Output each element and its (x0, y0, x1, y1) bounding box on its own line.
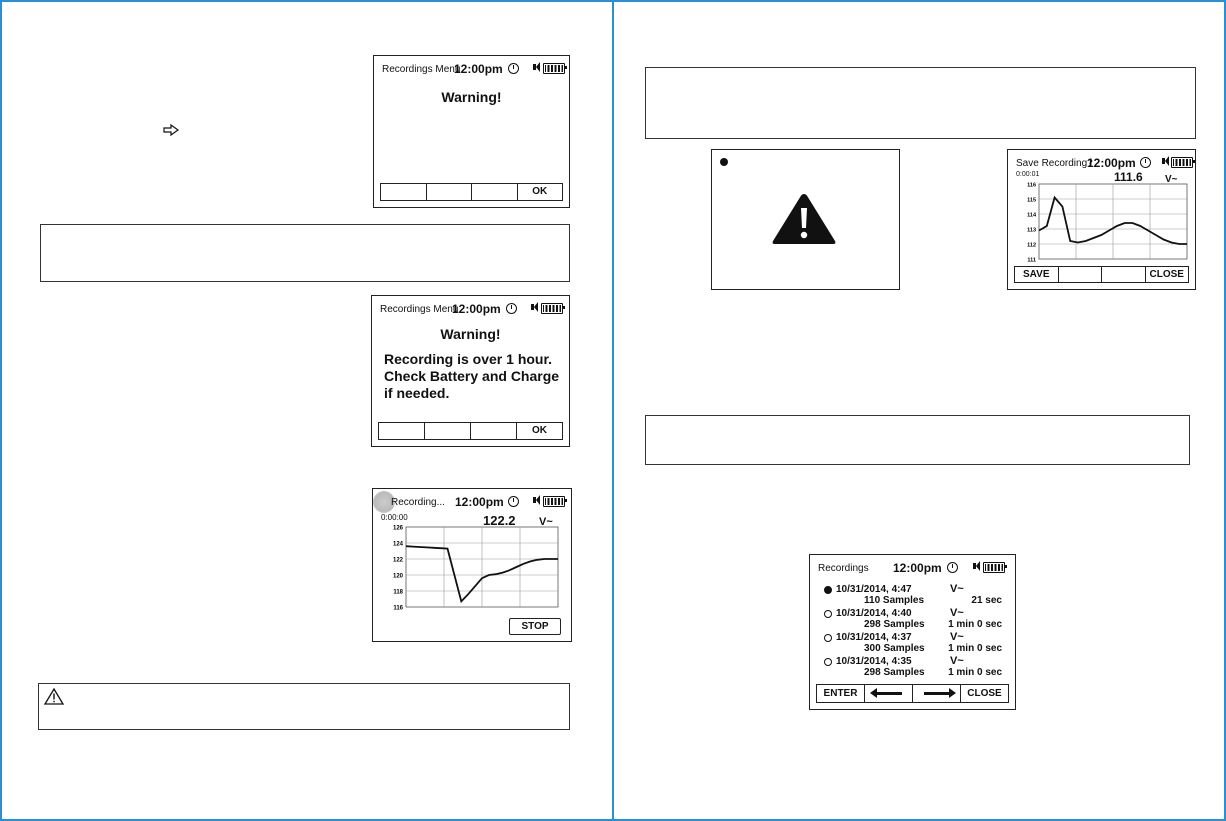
previous-button[interactable] (865, 685, 913, 702)
next-button[interactable] (913, 685, 961, 702)
clock-time: 12:00pm (454, 62, 503, 76)
recording-date: 10/31/2014, 4:47 (836, 584, 912, 595)
clock-icon (508, 63, 519, 74)
y-tick-label: 116 (1027, 182, 1036, 189)
status-bar (380, 62, 563, 78)
recording-unit: V~ (950, 583, 964, 595)
ok-button[interactable]: OK (532, 425, 547, 436)
y-tick-label: 114 (1027, 212, 1036, 219)
note-box-3 (645, 415, 1190, 465)
softkey-3[interactable] (471, 423, 517, 439)
arrow-right-icon (924, 692, 950, 695)
save-recording-screen (1007, 149, 1196, 290)
recording-duration: 1 min 0 sec (948, 667, 1002, 678)
caution-box (38, 683, 570, 730)
elapsed-time: 0:00:01 (1016, 171, 1040, 178)
recording-samples: 298 Samples (864, 619, 925, 630)
y-tick-label: 126 (392, 525, 403, 532)
y-tick-label: 113 (1027, 227, 1036, 234)
radio-icon (824, 634, 832, 642)
radio-icon (824, 658, 832, 666)
softkey-bar (816, 684, 1009, 703)
recording-samples: 300 Samples (864, 643, 925, 654)
reading-value: 111.6 (1114, 170, 1143, 184)
caution-icon (44, 688, 64, 705)
recording-item[interactable] (824, 608, 1008, 630)
warning-line: Recording is over 1 hour. (384, 351, 553, 367)
battery-icon (543, 63, 565, 74)
recordings-title: Recordings (818, 563, 869, 574)
recording-duration: 21 sec (971, 595, 1002, 606)
recording-samples: 298 Samples (864, 667, 925, 678)
stop-button[interactable] (509, 618, 561, 635)
recording-date: 10/31/2014, 4:35 (836, 656, 912, 667)
softkey-bar (1014, 266, 1189, 283)
unit-label: V~ (1165, 174, 1178, 185)
warning-title: Warning! (440, 326, 501, 342)
warning-title: Warning! (441, 89, 502, 105)
warning-line: if needed. (384, 385, 450, 401)
recording-title: Recording... (391, 497, 445, 508)
pointer-arrow-icon (163, 124, 179, 136)
softkey-2[interactable] (427, 184, 473, 200)
status-bar (816, 561, 1009, 577)
recording-unit: V~ (950, 655, 964, 667)
clock-icon (947, 562, 958, 573)
recording-date: 10/31/2014, 4:40 (836, 608, 912, 619)
recording-item[interactable] (824, 656, 1008, 678)
record-dot-icon (720, 158, 728, 166)
softkey-2[interactable] (425, 423, 471, 439)
recording-date: 10/31/2014, 4:37 (836, 632, 912, 643)
page-divider (612, 0, 614, 821)
softkey-2[interactable] (1059, 267, 1103, 282)
y-tick-label: 112 (1027, 242, 1036, 249)
ok-button[interactable]: OK (532, 186, 548, 197)
reading-value: 122.2 (483, 513, 516, 528)
y-tick-label: 111 (1027, 257, 1036, 264)
save-title: Save Recording? (1016, 158, 1093, 169)
clock-time: 12:00pm (452, 302, 501, 316)
y-tick-label: 122 (392, 557, 403, 564)
close-button[interactable]: CLOSE (1149, 269, 1184, 280)
close-button[interactable]: CLOSE (967, 688, 1002, 699)
softkey-bar (378, 422, 563, 440)
recording-duration: 1 min 0 sec (948, 619, 1002, 630)
y-tick-label: 118 (393, 589, 403, 596)
recording-item[interactable] (824, 584, 1008, 606)
unit-label: V~ (539, 516, 553, 528)
save-button[interactable]: SAVE (1015, 267, 1059, 282)
recording-duration: 1 min 0 sec (948, 643, 1002, 654)
arrow-left-icon (876, 692, 902, 695)
clock-time: 12:00pm (893, 561, 942, 575)
warning-screen (373, 55, 570, 208)
enter-button[interactable]: ENTER (817, 685, 865, 702)
clock-icon (506, 303, 517, 314)
y-tick-label: 115 (1027, 197, 1036, 204)
recording-screen (372, 488, 572, 642)
alert-screen (711, 149, 900, 290)
warning-triangle-icon (771, 192, 837, 246)
y-tick-label: 116 (393, 605, 403, 612)
softkey-3[interactable] (472, 184, 518, 200)
recording-unit: V~ (950, 631, 964, 643)
speaker-icon (533, 64, 536, 70)
radio-icon (824, 610, 832, 618)
speaker-icon (973, 563, 976, 569)
recording-samples: 110 Samples (864, 595, 925, 606)
y-tick-label: 124 (392, 541, 403, 548)
recordings-list-screen (809, 554, 1016, 710)
softkey-bar (380, 183, 563, 201)
y-tick-label: 120 (392, 573, 403, 580)
warning-line: Check Battery and Charge (384, 368, 560, 384)
warning-message (384, 351, 559, 402)
elapsed-time: 0:00:00 (381, 513, 408, 522)
menu-title: Recordings Menu (382, 64, 461, 75)
battery-warning-screen (371, 295, 570, 447)
recording-item[interactable] (824, 632, 1008, 654)
softkey-1[interactable] (381, 184, 427, 200)
note-box-2 (645, 67, 1196, 139)
stop-label: STOP (521, 621, 549, 632)
clock-time: 12:00pm (1087, 156, 1136, 170)
speaker-icon (531, 304, 534, 310)
softkey-3[interactable] (1102, 267, 1146, 282)
status-bar (378, 302, 563, 318)
menu-title: Recordings Menu (380, 304, 459, 315)
clock-time: 12:00pm (455, 495, 504, 509)
softkey-1[interactable] (379, 423, 425, 439)
battery-icon (541, 303, 563, 314)
battery-icon (983, 562, 1005, 573)
note-box-1 (40, 224, 570, 282)
selected-radio-icon (824, 586, 832, 594)
recording-unit: V~ (950, 607, 964, 619)
